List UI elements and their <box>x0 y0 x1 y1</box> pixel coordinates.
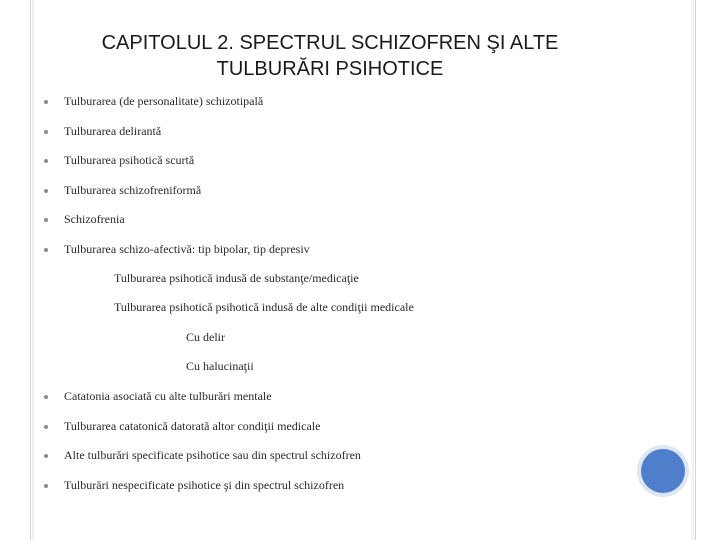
slide-title-line-2: TULBURĂRI PSIHOTICE <box>216 58 444 80</box>
list-item: Tulburarea schizofreniformă <box>64 183 202 197</box>
bullet-dot <box>44 484 48 488</box>
list-item: Tulburarea catatonică datorată altor condiţii medicale <box>64 419 321 433</box>
sub-list-item: Tulburarea psihotică indusă de substanţe/medicaţie <box>114 271 359 285</box>
decorative-circle-icon <box>641 449 685 493</box>
slide-title-line-1: CAPITOLUL 2. SPECTRUL SCHIZOFREN ŞI ALTE <box>101 32 559 54</box>
sub-sub-list-item: Cu halucinaţii <box>186 359 254 373</box>
list-item: Tulburări nespecificate psihotice şi din spectrul schizofren <box>64 478 345 492</box>
list-item: Schizofrenia <box>64 212 125 226</box>
bullet-dot <box>44 454 48 458</box>
bullet-dot <box>44 425 48 429</box>
bullet-dot <box>44 159 48 163</box>
list-item: Tulburarea schizo-afectivă: tip bipolar, tip depresiv <box>64 242 310 256</box>
sub-list-item: Tulburarea psihotică psihotică indusă de alte condiţii medicale <box>114 300 414 314</box>
list-item: Tulburarea psihotică scurtă <box>64 153 195 167</box>
bullet-dot <box>44 218 48 222</box>
sub-sub-list-item: Cu delir <box>186 330 225 344</box>
list-item: Tulburarea (de personalitate) schizotipală <box>64 94 264 108</box>
bullet-dot <box>44 248 48 252</box>
list-item: Catatonia asociată cu alte tulburări mentale <box>64 389 272 403</box>
bullet-dot <box>44 189 48 193</box>
list-item: Alte tulburări specificate psihotice sau din spectrul schizofren <box>64 448 361 462</box>
bullet-dot <box>44 130 48 134</box>
bullet-dot <box>44 395 48 399</box>
slide-title <box>40 30 620 82</box>
list-item: Tulburarea delirantă <box>64 124 162 138</box>
bullet-dot <box>44 100 48 104</box>
